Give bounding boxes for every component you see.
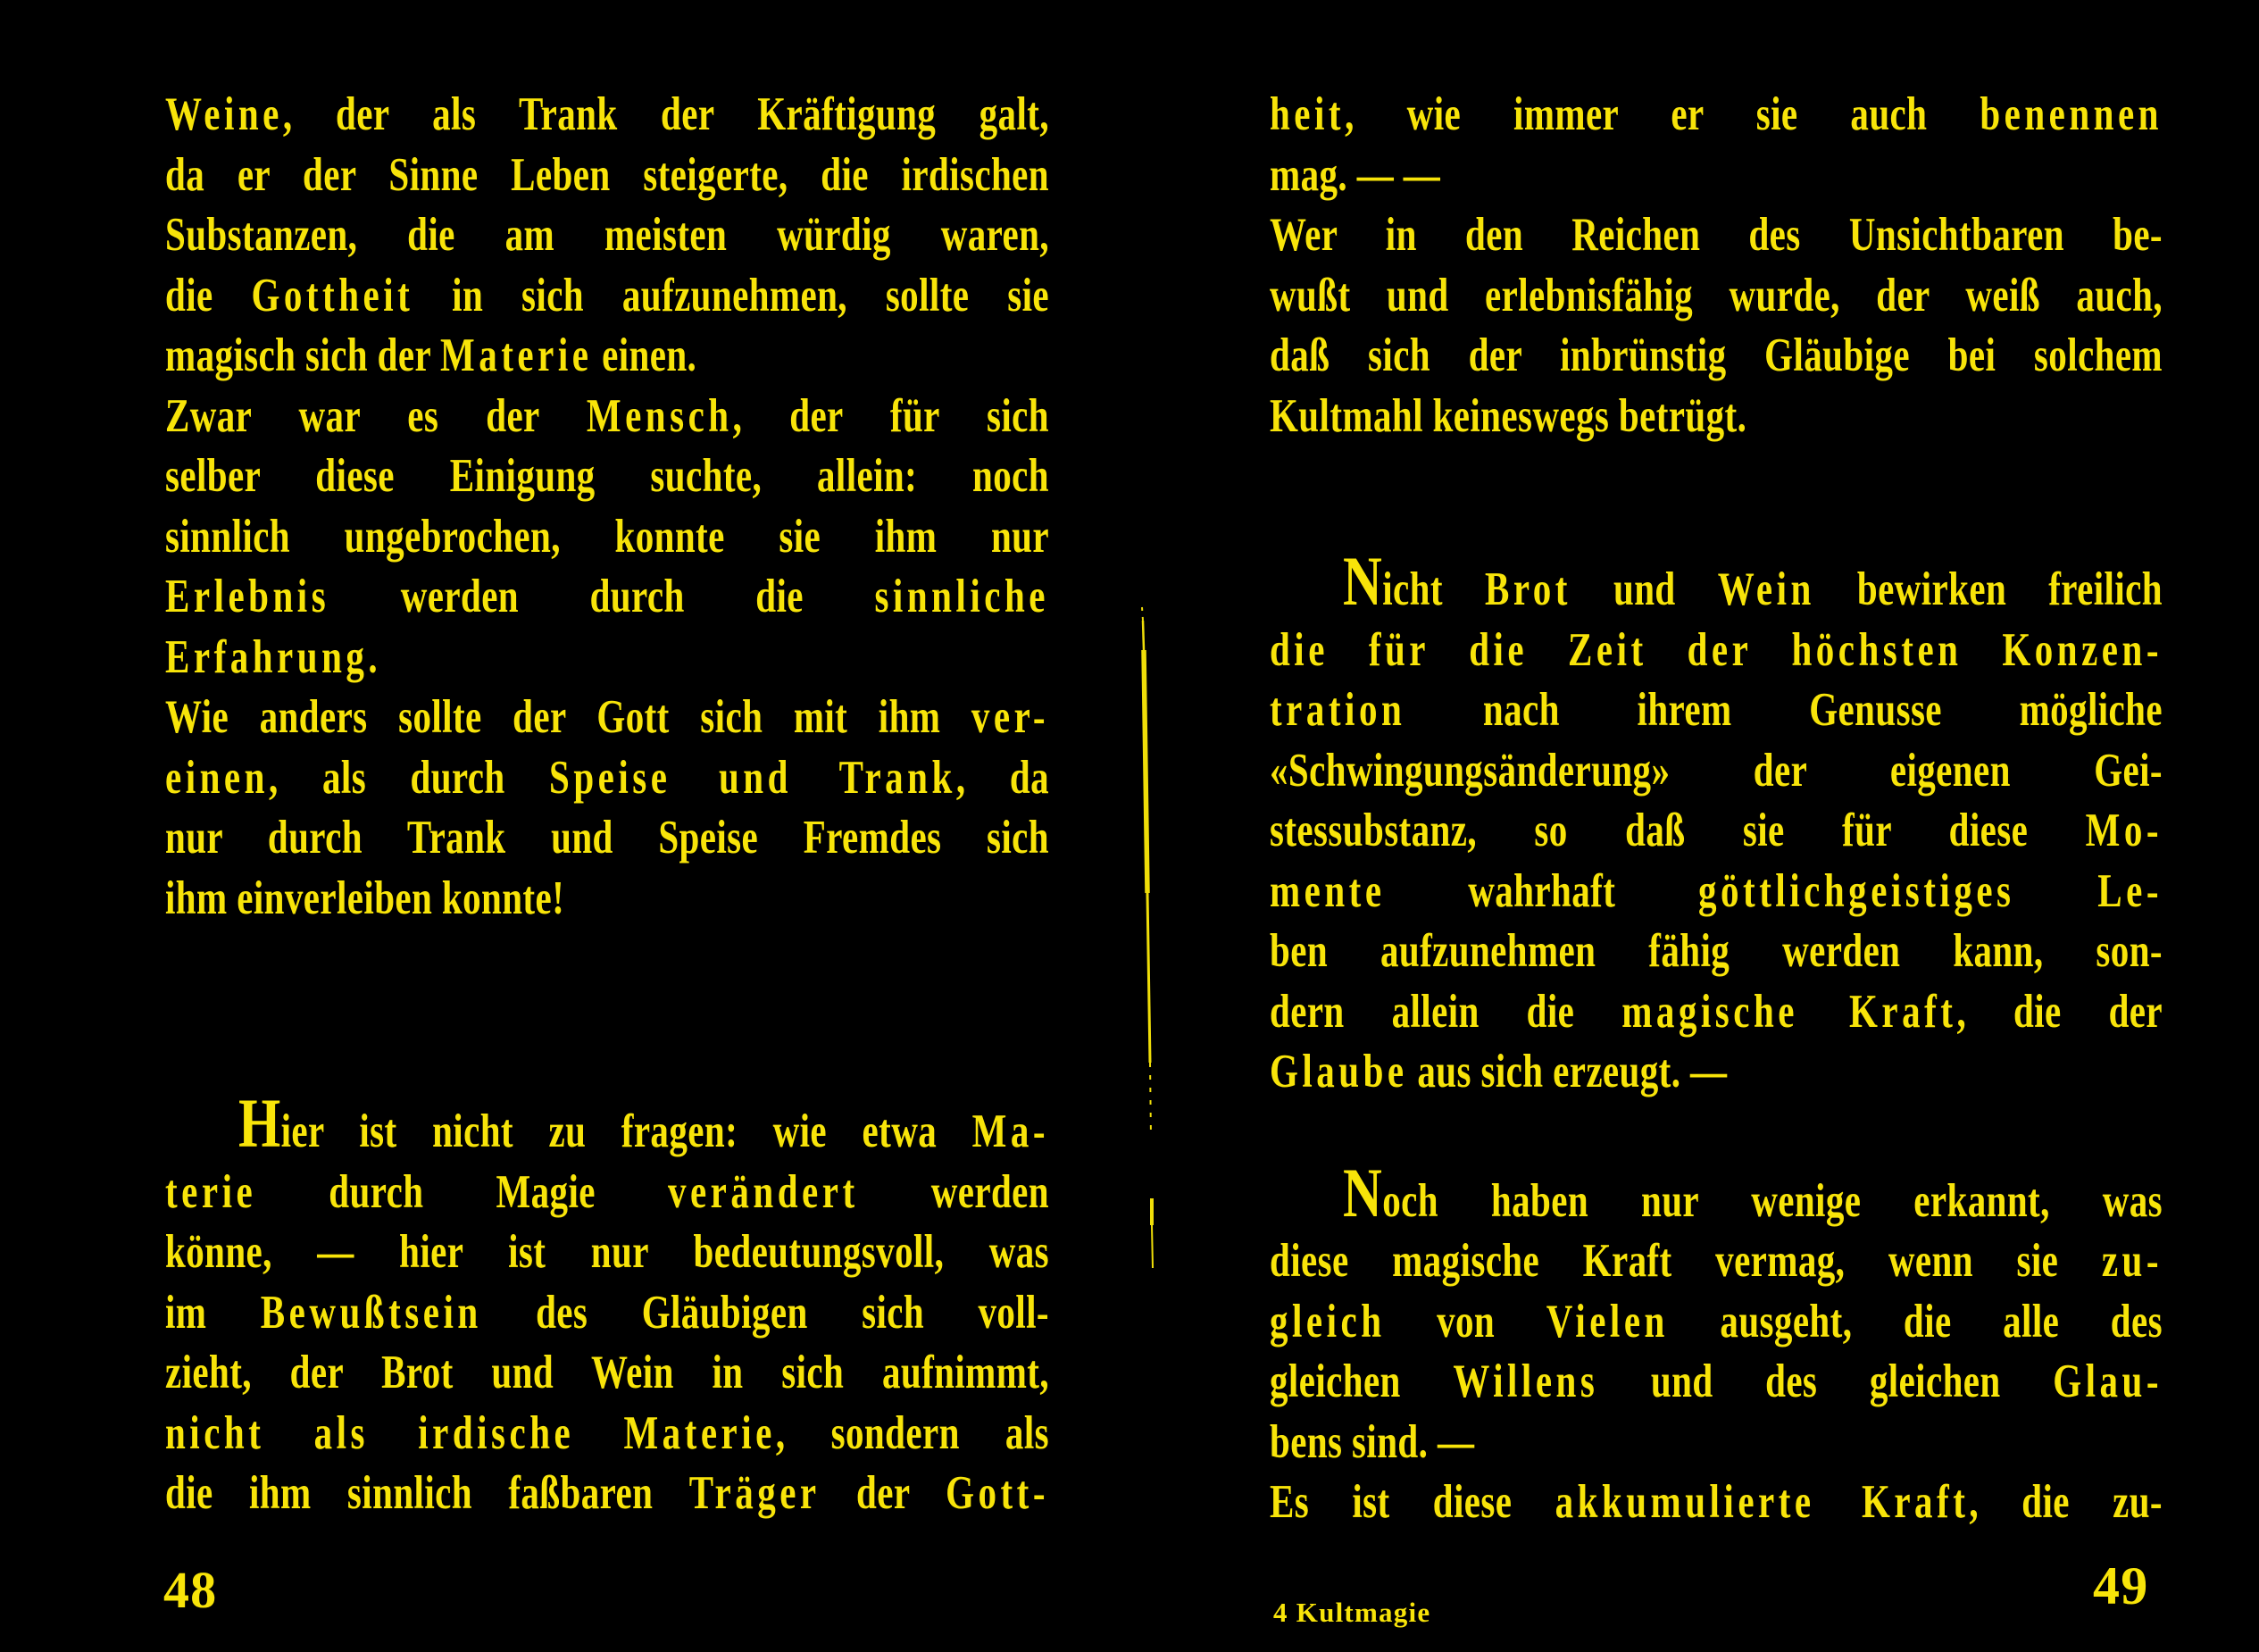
right-page-number: 49: [2093, 1556, 2149, 1615]
letterspaced-text: Erfahrung.: [165, 629, 382, 683]
letterspaced-text: Ma-: [971, 1104, 1049, 1157]
letterspaced-text: zu-: [2101, 1233, 2163, 1287]
text-segment: , die der: [1956, 983, 2163, 1038]
letterspaced-text: Vielen: [1546, 1293, 1669, 1347]
text-segment: ier ist nicht zu fragen: wie etwa: [280, 1104, 972, 1157]
text-segment: nach ihrem Genusse mögliche: [1405, 682, 2163, 736]
left-page-number: 48: [163, 1561, 218, 1619]
letterspaced-text: Glau-: [2053, 1354, 2163, 1407]
text-segment: der: [820, 1465, 946, 1519]
text-segment: Substanzen, die am meisten würdig waren,: [165, 207, 1049, 261]
text-segment: sinnlich ungebrochen, konnte sie ihm nur: [165, 508, 1049, 563]
text-segment: diese magische Kraft vermag, wenn sie: [1270, 1233, 2102, 1287]
letterspaced-text: terie: [165, 1164, 257, 1218]
text-segment: könne, — hier ist nur bedeutungsvoll, was: [165, 1224, 1049, 1278]
text-segment: bens sind. —: [1270, 1414, 1475, 1468]
drop-cap-initial: N: [1343, 543, 1383, 622]
text-segment: aus sich erzeugt. —: [1407, 1044, 1728, 1097]
letterspaced-text: Weine: [165, 87, 283, 140]
text-segment: dern allein die: [1270, 983, 1622, 1038]
text-segment: stessubstanz, so daß sie für diese: [1270, 803, 2086, 856]
drop-cap-initial: N: [1343, 1154, 1383, 1232]
text-segment: einen.: [592, 328, 697, 381]
letterspaced-text: Träger: [688, 1465, 821, 1519]
text-segment: , die zu-: [1969, 1474, 2163, 1528]
text-segment: gleichen: [1270, 1354, 1454, 1407]
text-segment: Es ist diese: [1270, 1474, 1555, 1528]
letterspaced-text: Glaube: [1270, 1044, 1408, 1097]
text-segment: zieht, der Brot und Wein in sich aufnimmt,: [165, 1345, 1049, 1398]
text-segment: von: [1385, 1293, 1546, 1347]
letterspaced-text: Mensch: [586, 388, 733, 442]
text-segment: Zwar war es der: [165, 388, 587, 442]
text-segment: in sich aufzunehmen, sollte sie: [413, 267, 1049, 321]
letterspaced-text: Willens: [1453, 1354, 1599, 1407]
letterspaced-text: Mo-: [2085, 803, 2163, 856]
text-segment: daß sich der inbrünstig Gläubige bei solchem: [1270, 328, 2163, 381]
text-segment: och haben nur wenige erkannt, was: [1382, 1172, 2163, 1227]
text-segment: ausgeht, die alle des: [1668, 1293, 2163, 1347]
letterspaced-text: heit: [1270, 87, 1346, 140]
running-footer-signature: 4 Kultmagie: [1273, 1597, 1431, 1628]
text-segment: Wer in den Reichen des Unsichtbaren be-: [1270, 207, 2163, 261]
letterspaced-text: Brot: [1484, 562, 1571, 615]
text-segment: , da: [955, 749, 1050, 804]
text-segment: , der als Trank der Kräftigung galt,: [282, 87, 1049, 140]
text-segment: Wie anders sollte der Gott sich mit ihm: [165, 689, 971, 743]
letterspaced-text: Gottheit: [251, 267, 414, 321]
text-segment: ben aufzunehmen fähig werden kann, son-: [1270, 923, 2163, 977]
text-segment: wußt und erlebnisfähig wurde, der weiß auch,: [1270, 267, 2163, 321]
letterspaced-text: verändert: [667, 1164, 859, 1218]
letterspaced-text: nicht als irdische Materie: [165, 1405, 776, 1459]
text-segment: , der für sich: [732, 388, 1049, 442]
letterspaced-text: benennen: [1980, 87, 2163, 140]
letterspaced-text: tration: [1270, 682, 1406, 736]
text-segment: durch Magie: [256, 1164, 668, 1218]
text-segment: und des gleichen: [1598, 1354, 2054, 1407]
text-segment: , sondern als: [775, 1405, 1049, 1459]
letterspaced-text: Bewußtsein: [260, 1284, 482, 1339]
text-segment: bewirken freilich: [1814, 562, 2163, 615]
letterspaced-text: Gott-: [946, 1465, 1049, 1519]
text-segment: , wie immer er sie auch: [1345, 87, 1980, 140]
text-segment: werden durch die: [329, 569, 875, 622]
drop-cap-initial: H: [238, 1085, 281, 1164]
text-segment: ihm einverleiben konnte!: [165, 870, 565, 924]
letterspaced-text: Wein: [1717, 562, 1815, 615]
letterspaced-text: die für die Zeit der höchsten Konzen-: [1270, 622, 2163, 676]
text-segment: magisch sich der: [165, 328, 441, 381]
letterspaced-text: einen: [165, 749, 269, 804]
letterspaced-text: Materie: [440, 328, 593, 381]
text-segment: da er der Sinne Leben steigerte, die irdischen: [165, 146, 1049, 201]
text-segment: icht: [1382, 562, 1485, 615]
letterspaced-text: akkumulierte Kraft: [1555, 1474, 1970, 1528]
text-segment: «Schwingungsänderung» der eigenen Gei-: [1270, 742, 2163, 797]
text-segment: mag. — —: [1270, 146, 1441, 201]
letterspaced-text: Le-: [2097, 863, 2163, 917]
text-segment: werden: [858, 1164, 1049, 1218]
text-segment: die ihm sinnlich faßbaren: [165, 1465, 689, 1519]
letterspaced-text: gleich: [1270, 1293, 1386, 1347]
text-segment: , als durch: [268, 749, 550, 804]
text-segment: wahrhaft: [1385, 863, 1699, 917]
letterspaced-text: mente: [1270, 863, 1386, 917]
letterspaced-text: göttlichgeistiges: [1698, 863, 2015, 917]
letterspaced-text: sinnliche: [874, 569, 1049, 622]
text-segment: im: [165, 1284, 261, 1339]
text-segment: die: [165, 267, 252, 321]
text-segment: selber diese Einigung suchte, allein: noch: [165, 448, 1049, 502]
text-segment: des Gläubigen sich voll-: [481, 1284, 1049, 1339]
letterspaced-text: magische Kraft: [1621, 983, 1957, 1038]
text-segment: und: [1571, 562, 1718, 615]
letterspaced-text: Erlebnis: [165, 569, 330, 622]
text-segment: nur durch Trank und Speise Fremdes sich: [165, 810, 1049, 864]
text-segment: Kultmahl keineswegs betrügt.: [1270, 388, 1747, 442]
letterspaced-text: ver-: [971, 689, 1049, 743]
letterspaced-text: Speise und Trank: [549, 749, 956, 804]
